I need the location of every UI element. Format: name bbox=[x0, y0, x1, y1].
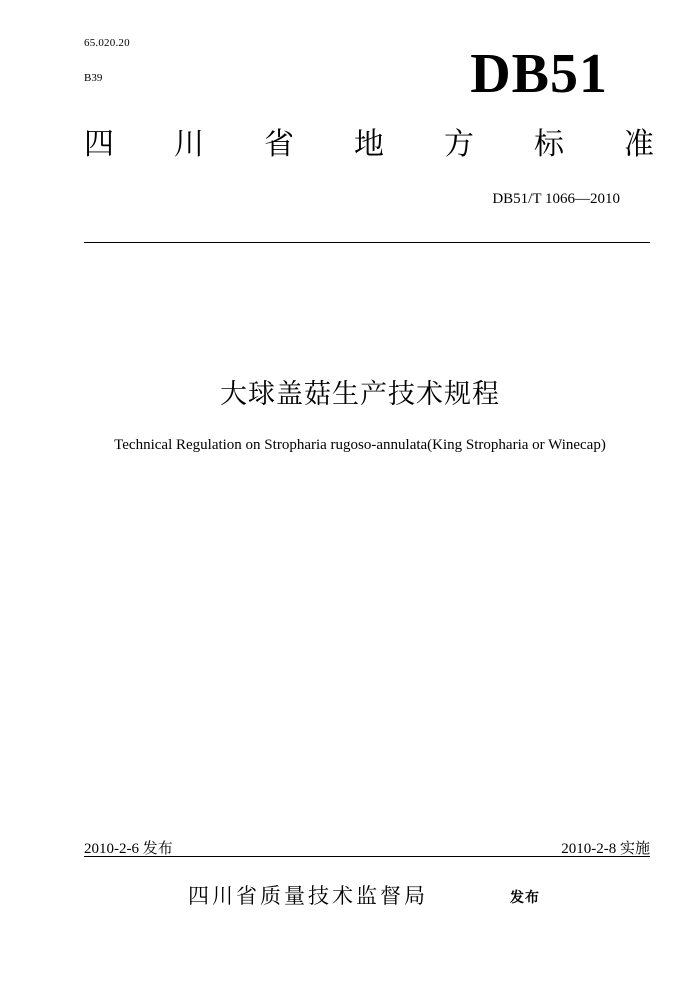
ccs-code: B39 bbox=[84, 72, 103, 84]
ics-code: 65.020.20 bbox=[84, 37, 130, 49]
standard-type-char: 四 bbox=[84, 127, 114, 162]
top-divider bbox=[84, 242, 650, 243]
issuing-authority: 四川省质量技术监督局 bbox=[188, 884, 428, 908]
standard-type-char: 川 bbox=[174, 127, 204, 162]
implementation-date-line bbox=[561, 837, 650, 858]
standard-type-char: 地 bbox=[354, 127, 384, 162]
document-title-english: Technical Regulation on Stropharia rugoso-annulata(King Stropharia or Winecap) bbox=[114, 437, 606, 453]
standard-type-char: 标 bbox=[534, 127, 564, 162]
issue-date-line bbox=[84, 837, 173, 858]
standard-type-char: 准 bbox=[624, 127, 654, 162]
implementation-date: 2010-2-8 bbox=[561, 841, 617, 857]
implementation-label: 实施 bbox=[619, 839, 650, 857]
standard-logo: DB51 bbox=[470, 43, 608, 105]
document-title-chinese: 大球盖菇生产技术规程 bbox=[220, 379, 500, 410]
issuer-suffix: 发布 bbox=[510, 890, 540, 906]
standard-type-heading bbox=[84, 128, 654, 161]
issue-label: 发布 bbox=[142, 839, 173, 857]
standard-type-char: 省 bbox=[264, 127, 294, 162]
standard-type-char: 方 bbox=[444, 127, 474, 162]
bottom-divider bbox=[84, 856, 650, 857]
standard-number: DB51/T 1066—2010 bbox=[492, 191, 620, 207]
issue-date: 2010-2-6 bbox=[84, 841, 139, 857]
